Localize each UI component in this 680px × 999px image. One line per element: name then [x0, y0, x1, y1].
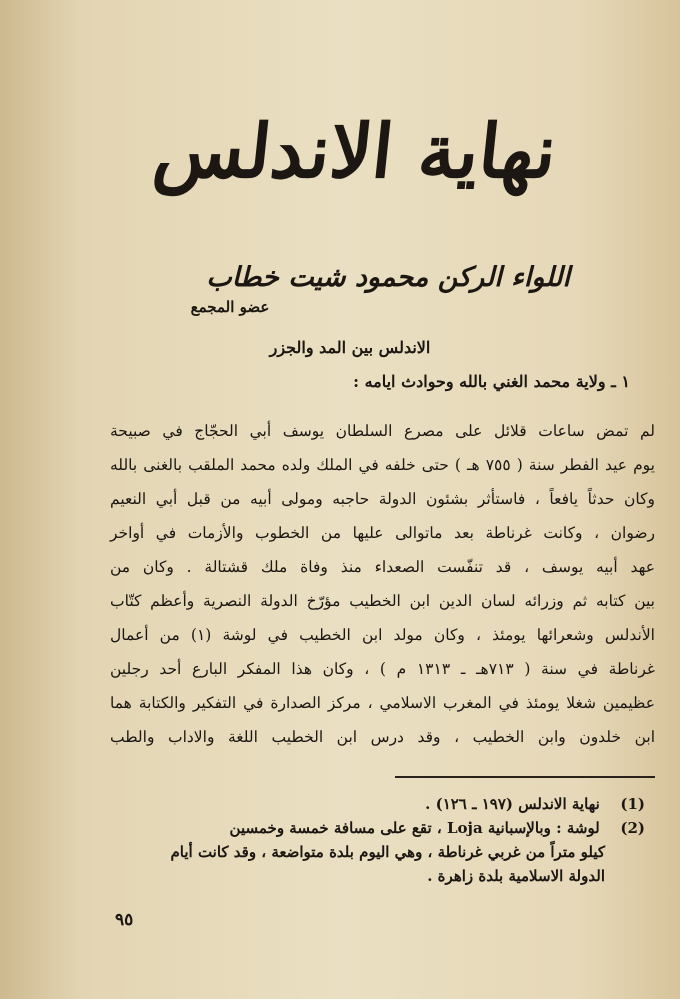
footnote-2 [130, 816, 645, 840]
body-line: عظيمين شغلا يومئذ في المغرب الاسلامي ، مركز الصدارة في التفكير والكتابة هما [110, 694, 655, 712]
footnote-1 [130, 792, 645, 816]
footnote-text: نهاية الاندلس (١٩٧ ـ ١٢٦) . [425, 795, 600, 813]
body-line: عهد أبيه يوسف ، قد تنفّست الصعداء منذ وفاة ملك قشتالة . وكان من [110, 558, 655, 576]
page-number: ٩٥ [115, 910, 134, 930]
body-line: بين كتابه ثم وزرائه لسان الدين ابن الخطيب مؤرّخ الدولة النصرية وأعظم كتّاب [110, 592, 655, 610]
footnote-text: لوشة : وبالإسبانية Loja ، تقع على مسافة خمسة وخمسين [229, 819, 600, 837]
footnote-2-continued: الدولة الاسلامية بلدة زاهرة . [427, 867, 605, 885]
body-line: الأندلس وشعرائها يومئذ ، وكان مولد ابن الخطيب في لوشة (١) من أعمال [110, 626, 655, 644]
footnote-divider [395, 776, 655, 778]
author-role: عضو المجمع [190, 298, 270, 316]
body-line: رضوان ، وكانت غرناطة بعد ماتوالى عليها من الخطوب والأزمات في أواخر [110, 524, 655, 542]
body-line: يوم عيد الفطر سنة ( ٧٥٥ هـ ) حتى خلفه في الملك ولده محمد الملقب بالغنى بالله [110, 456, 655, 474]
footnote-number: (2) [620, 819, 645, 837]
body-line: وكان حدثاً يافعاً ، فاستأثر بشئون الدولة حاجبه ومولى أبيه من قبل أبي النعيم [110, 490, 655, 508]
footnote-2-continued: كيلو متراً من غربي غرناطة ، وهي اليوم بلدة متواضعة ، وقد كانت أيام [170, 843, 605, 861]
subsection-title: ١ ـ ولاية محمد الغني بالله وحوادث ايامه : [353, 372, 630, 391]
body-line: ابن خلدون وابن الخطيب ، وقد درس ابن الخطيب اللغة والاداب والطب [110, 728, 655, 746]
chapter-title: نهاية الاندلس [149, 109, 561, 195]
body-text [110, 414, 655, 754]
footnotes [130, 792, 645, 888]
body-line: لم تمض ساعات قلائل على مصرع السلطان يوسف أبي الحجّاج في صبيحة [110, 422, 655, 440]
author-name: اللواء الركن محمود شيت خطاب [206, 262, 570, 293]
footnote-number: (1) [620, 795, 645, 813]
section-title: الاندلس بين المد والجزر [269, 338, 431, 357]
body-line: غرناطة في سنة ( ٧١٣هـ ـ ١٣١٣ م ) ، وكان هذا المفكر البارع أحد رجلين [110, 660, 655, 678]
